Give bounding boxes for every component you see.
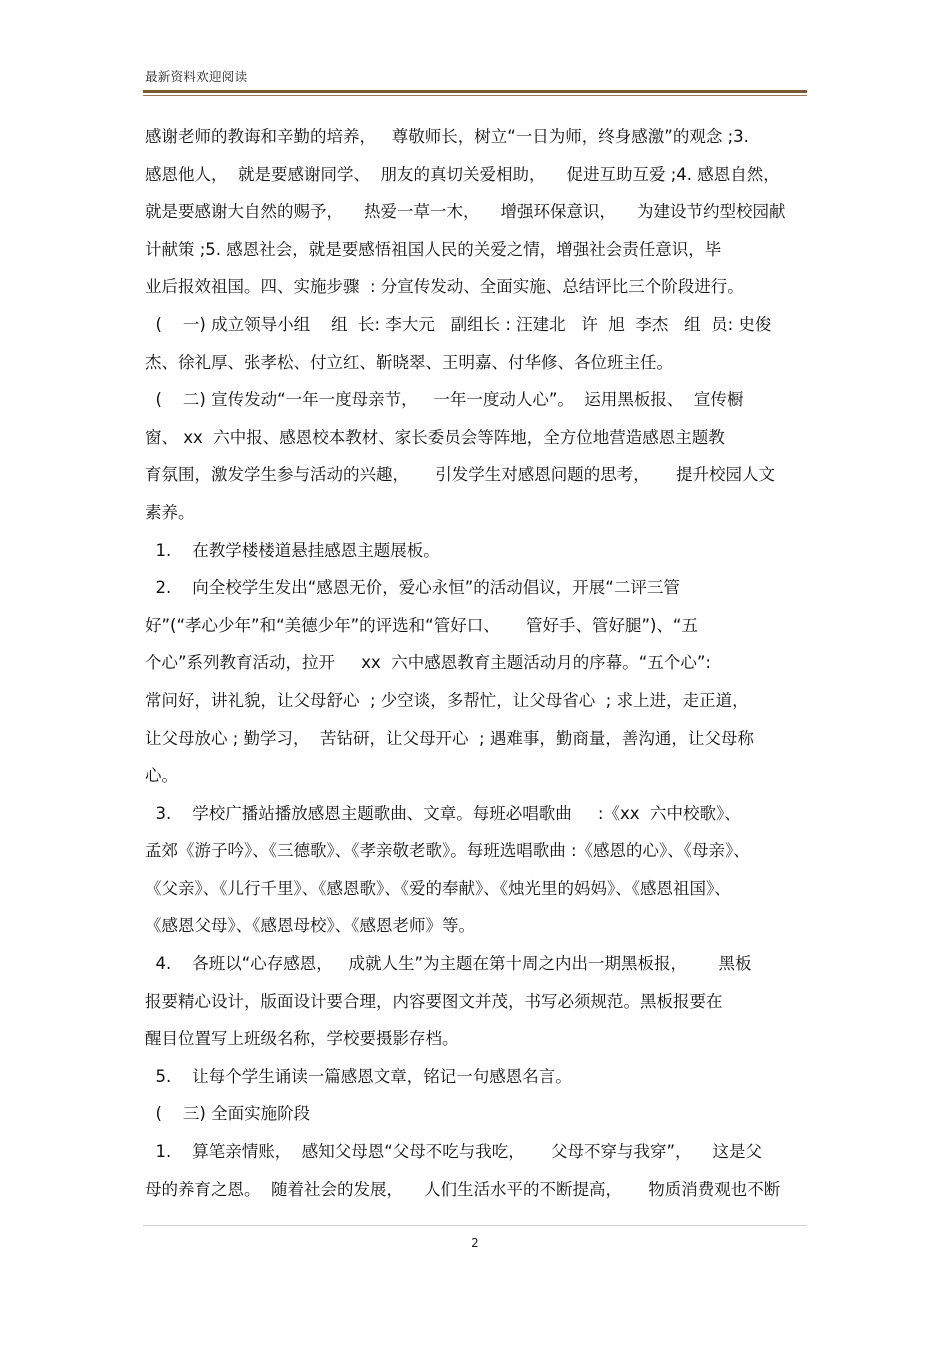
header-rule-thin xyxy=(143,95,807,96)
text-line: 母的养育之恩。 随着社会的发展， 人们生活水平的不断提高， 物质消费观也不断 xyxy=(145,1179,781,1199)
text-line: 计献策 ;5. 感恩社会，就是要感悟祖国人民的关爱之情，增强社会责任意识，毕 xyxy=(145,239,722,259)
text-line: 3. 学校广播站播放感恩主题歌曲、文章。每班必唱歌曲 :《xx 六中校歌》、 xyxy=(145,803,741,823)
document-body xyxy=(145,118,810,1208)
text-line: 窗、 xx 六中报、感恩校本教材、家长委员会等阵地，全方位地营造感恩主题教 xyxy=(145,427,725,447)
text-line: 感谢老师的教诲和辛勤的培养， 尊敬师长，树立“一日为师，终身感激”的观念 ;3. xyxy=(145,127,749,146)
text-line: 5. 让每个学生诵读一篇感恩文章，铭记一句感恩名言。 xyxy=(145,1066,572,1086)
text-line: 常问好，讲礼貌，让父母舒心 ; 少空谈，多帮忙，让父母省心 ; 求上进，走正道， xyxy=(145,690,749,710)
text-line: 心。 xyxy=(145,766,178,786)
text-line: 个心”系列教育活动，拉开 xx 六中感恩教育主题活动月的序幕。“五个心”: xyxy=(145,653,711,673)
text-line: 醒目位置写上班级名称，学校要摄影存档。 xyxy=(145,1029,459,1049)
text-line: 好”(“孝心少年”和“美德少年”的评选和“管好口、 管好手、管好腿”)、“五 xyxy=(145,615,698,635)
text-line: 2. 向全校学生发出“感恩无价，爱心永恒”的活动倡议，开展“二评三管 xyxy=(145,578,680,598)
text-line: ( 三) 全面实施阶段 xyxy=(145,1104,311,1124)
text-line: 育氛围，激发学生参与活动的兴趣， 引发学生对感恩问题的思考， 提升校园人文 xyxy=(145,465,775,485)
text-line: 业后报效祖国。四、实施步骤 : 分宣传发动、全面实施、总结评比三个阶段进行。 xyxy=(145,277,744,297)
text-line: 就是要感谢大自然的赐予， 热爱一草一木， 增强环保意识， 为建设节约型校园献 xyxy=(145,202,786,222)
text-line: 杰、徐礼厚、张孝松、付立红、靳晓翠、王明嘉、付华修、各位班主任。 xyxy=(145,352,673,372)
footer-rule xyxy=(143,1225,807,1226)
text-line: 1. 在教学楼楼道悬挂感恩主题展板。 xyxy=(145,540,440,560)
text-line: ( 一) 成立领导小组 组 长: 李大元 副组长 : 汪建北 许 旭 李杰 组 员: 史俊 xyxy=(145,314,772,334)
text-line: 孟郊《游子吟》、《三德歌》、《孝亲敬老歌》。每班选唱歌曲 :《感恩的心》、《母亲》、 xyxy=(145,841,750,861)
text-line: 让父母放心 ; 勤学习， 苦钻研，让父母开心 ; 遇难事，勤商量，善沟通，让父母称 xyxy=(145,728,754,748)
page-header: 最新资料欢迎阅读 xyxy=(145,69,248,84)
text-line: 《父亲》、《儿行千里》、《感恩歌》、《爱的奉献》、《烛光里的妈妈》、《感恩祖国》、 xyxy=(145,878,731,898)
text-line: 1. 算笔亲情账， 感知父母恩“父母不吃与我吃， 父母不穿与我穿”， 这是父 xyxy=(145,1142,763,1162)
text-line: ( 二) 宣传发动“一年一度母亲节， 一年一度动人心”。 运用黑板报、 宣传橱 xyxy=(145,390,744,410)
text-line: 4. 各班以“心存感恩， 成就人生”为主题在第十周之内出一期黑板报， 黑板 xyxy=(145,954,752,974)
text-line: 感恩他人， 就是要感谢同学、 朋友的真切关爱相助， 促进互助互爱 ;4. 感恩自然， xyxy=(145,164,780,184)
text-line: 报要精心设计，版面设计要合理，内容要图文并茂，书写必须规范。黑板报要在 xyxy=(145,991,723,1011)
text-line: 《感恩父母》、《感恩母校》、《感恩老师》等。 xyxy=(145,916,475,936)
text-line: 素养。 xyxy=(145,502,195,522)
page-number: 2 xyxy=(471,1236,479,1250)
header-rule-thick xyxy=(143,90,807,93)
